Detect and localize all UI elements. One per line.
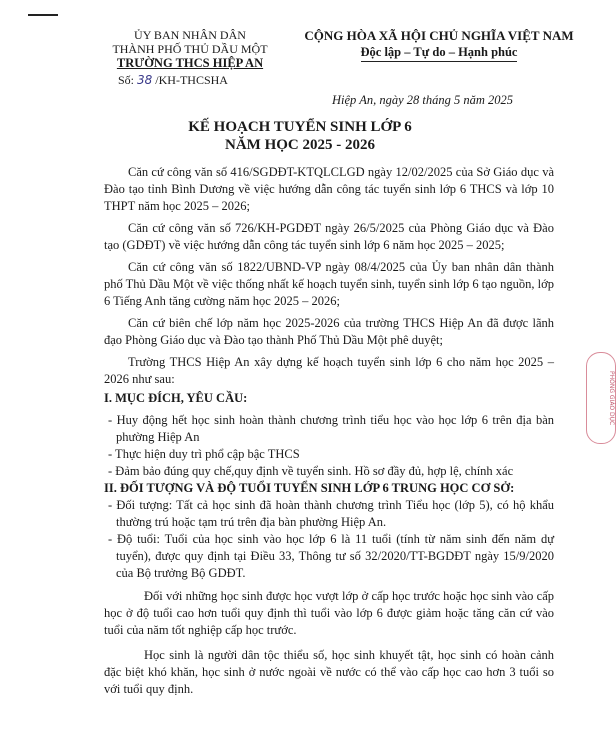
issuer-line1: ỦY BAN NHÂN DÂN <box>134 28 246 42</box>
docno-handwritten: 38 <box>137 73 153 87</box>
paragraph-3: Căn cứ công văn số 1822/UBND-VP ngày 08/4/2025 của Ủy ban nhân dân thành phố Thủ Dầu Một về việc thống nhất kế hoạch tuyển sinh, tuyển sinh lớp 6 tạo nguồn, lớp 6 Tiếng Anh tăng cường năm học 2025 – 2026; <box>104 260 554 308</box>
nation-name: CỘNG HÒA XÃ HỘI CHỦ NGHĨA VIỆT NAM <box>304 28 574 43</box>
stamp-mark: PHÒNG GIÁO DỤC <box>586 352 616 444</box>
nation-motto: Độc lập – Tự do – Hạnh phúc <box>361 44 518 62</box>
section-2-heading: II. ĐỐI TƯỢNG VÀ ĐỘ TUỔI TUYỂN SINH LỚP 6 TRUNG HỌC CƠ SỞ: <box>104 481 515 495</box>
section-1-bullet-3: - Đảm bảo đúng quy chế,quy định về tuyển sinh. Hồ sơ đầy đủ, hợp lệ, chính xác <box>108 464 514 478</box>
paragraph-5: Trường THCS Hiệp An xây dựng kế hoạch tuyển sinh lớp 6 cho năm học 2025 – 2026 như sau: <box>104 355 554 386</box>
title-line1: KẾ HOẠCH TUYỂN SINH LỚP 6 <box>188 119 412 135</box>
corner-mark <box>28 14 58 16</box>
issuer-header <box>90 28 290 70</box>
paragraph-2: Căn cứ công văn số 726/KH-PGDĐT ngày 26/5/2025 của Phòng Giáo dục và Đào tạo (GDĐT) về việc hướng dẫn công tác tuyển sinh lớp 6 năm học 2025 – 2025; <box>104 221 554 252</box>
nation-header <box>304 28 574 62</box>
document-body <box>104 164 554 703</box>
school-name: TRƯỜNG THCS HIỆP AN <box>116 56 264 70</box>
section-1-bullet-2: - Thực hiện duy trì phổ cập bậc THCS <box>108 447 300 461</box>
section-2-paragraph-1: Đối với những học sinh được học vượt lớp ở cấp học trước hoặc học sinh vào cấp học ở độ tuổi cao hơn tuổi quy định thì tuổi vào lớp 6 được giảm hoặc tăng căn cứ vào tuổi của năm tốt nghiệp cấp học trước. <box>104 589 554 637</box>
issuer-line2: THÀNH PHỐ THỦ DẦU MỘT <box>112 42 268 56</box>
section-1-heading: I. MỤC ĐÍCH, YÊU CẦU: <box>104 391 248 405</box>
paragraph-4: Căn cứ biên chế lớp năm học 2025-2026 của trường THCS Hiệp An đã được lãnh đạo Phòng Giáo dục và Đào tạo thành Phố Thủ Dầu Một phê duyệt; <box>104 316 554 347</box>
paragraph-1: Căn cứ công văn số 416/SGDĐT-KTQLCLGD ngày 12/02/2025 của Sở Giáo dục và Đào tạo tỉnh Bình Dương về việc hướng dẫn công tác tuyển sinh lớp 6 THCS và lớp 10 THPT năm học 2025 – 2026; <box>104 165 554 213</box>
section-2-bullet-1: - Đối tượng: Tất cả học sinh đã hoàn thành chương trình Tiểu học (lớp 5), có hộ khẩu thường trú hoặc tạm trú trên địa bàn phường Hiệp An. <box>108 498 554 529</box>
docno-suffix: /KH-THCSHA <box>155 73 228 87</box>
section-2-bullet-2: - Độ tuổi: Tuổi của học sinh vào học lớp 6 là 11 tuổi (tính từ năm sinh đến năm dự tuyển), được quy định tại Điều 33, Thông tư số 32/2020/TT-BGDĐT ngày 15/9/2020 của Bộ trưởng Bộ GDĐT. <box>108 532 554 580</box>
document-title <box>0 118 600 154</box>
section-2-paragraph-2: Học sinh là người dân tộc thiểu số, học sinh khuyết tật, học sinh có hoàn cảnh đặc biệt khó khăn, học sinh ở nước ngoài về nước có thể vào cấp học cao hơn 3 tuổi so với tuổi quy định. <box>104 648 554 696</box>
section-1-bullet-1: - Huy động hết học sinh hoàn thành chương trình tiểu học vào học lớp 6 trên địa bàn phường Hiệp An <box>108 413 554 444</box>
title-line2: NĂM HỌC 2025 - 2026 <box>225 137 375 153</box>
document-number <box>118 73 228 88</box>
place-date: Hiệp An, ngày 28 tháng 5 năm 2025 <box>332 93 514 107</box>
docno-prefix: Số: <box>118 73 135 87</box>
